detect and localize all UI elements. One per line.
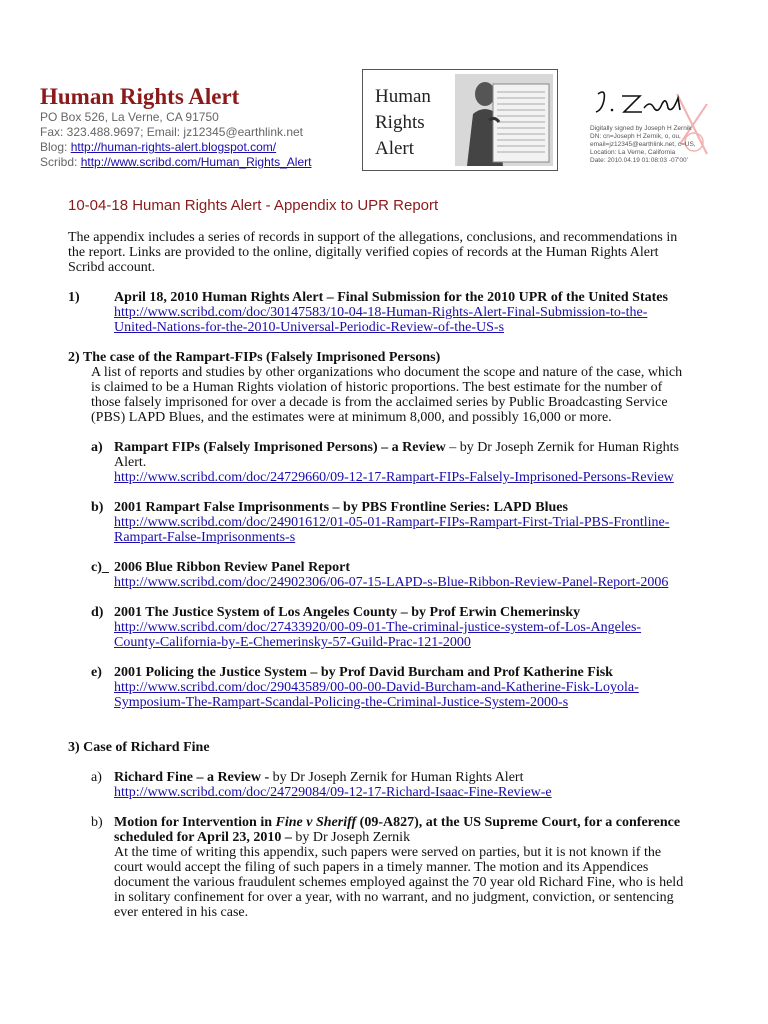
logo [362,69,558,171]
item-2-paragraph: is claimed to be a Human Rights violation of historic proportions. The best estimate for the number of [91,380,663,395]
item-3a-author: by Dr Joseph Zernik for Human Rights Alert [269,770,524,785]
item-2b-title: 2001 Rampart False Imprisonments – by PBS Frontline Series: LAPD Blues [114,500,568,515]
item-3b-heading [114,815,680,830]
item-1-link-cont[interactable]: United-Nations-for-the-2010-Universal-Periodic-Review-of-the-US-s [114,320,505,335]
item-2c-title: 2006 Blue Ribbon Review Panel Report [114,560,351,575]
logo-text [375,84,431,162]
item-2b-link-cont[interactable]: Rampart-False-Imprisonments-s [114,530,296,545]
document-title: 10-04-18 Human Rights Alert - Appendix to UPR Report [68,197,439,214]
item-3-heading: 3) Case of Richard Fine [68,740,210,755]
item-2-paragraph: those falsely imprisoned for over a decade is from the acclaimed series by Public Broadcasting Service [91,395,668,410]
item-2e-title: 2001 Policing the Justice System – by Prof David Burcham and Prof Katherine Fisk [114,665,613,680]
handwritten-signature-icon [592,84,692,120]
item-3b-paragraph: court would accept the filing of such papers in a timely manner. The motion and its Appendices [114,860,649,875]
blog-link[interactable]: http://human-rights-alert.blogspot.com/ [70,140,277,154]
blog-label: Blog: [40,140,68,154]
item-1-number: 1) [68,290,80,305]
item-3b-paragraph: ever entered in his case. [114,905,249,920]
item-2-paragraph: (PBS) LAPD Blues, and the estimates were at minimum 8,000, and possibly 16,000 or more. [91,410,612,425]
item-2-paragraph: A list of reports and studies by other organizations who document the scope and nature of the case, which [91,365,683,380]
item-2c-link[interactable]: http://www.scribd.com/doc/24902306/06-07-15-LAPD-s-Blue-Ribbon-Review-Panel-Report-2006 [114,575,669,590]
intro-line: the report. Links are provided to the online, digitally verified copies of records at the Human Rights Alert [68,245,659,260]
item-3b-date: scheduled for April 23, 2010 – [114,830,292,845]
signature-line: Location: La Verne, California [590,149,676,156]
org-contact: Fax: 323.488.9697; Email: jz12345@earthlink.net [40,125,304,139]
intro-line: Scribd account. [68,260,156,275]
item-2d-link-cont[interactable]: County-California-by-E-Chemerinsky-57-Guild-Prac-121-2000 [114,635,471,650]
scribd-link[interactable]: http://www.scribd.com/Human_Rights_Alert [80,155,312,169]
logo-line-1: Human [375,86,431,107]
item-3b-paragraph: document the various fraudulent schemes employed against the 70 year old Richard Fine, who is held [114,875,684,890]
item-2e-link[interactable]: http://www.scribd.com/doc/29043589/00-00-00-David-Burcham-and-Katherine-Fisk-Loyola- [114,680,639,695]
item-2d-link[interactable]: http://www.scribd.com/doc/27433920/00-09-01-The-criminal-justice-system-of-Los-Angeles- [114,620,642,635]
item-3b-author: by Dr Joseph Zernik [291,830,411,845]
item-3b-paragraph: At the time of writing this appendix, such papers were served on parties, but it is not known if the [114,845,662,860]
signature-line: Digitally signed by Joseph H Zernik [590,125,692,132]
item-2-heading: 2) The case of the Rampart-FIPs (Falsely Imprisoned Persons) [68,350,441,365]
logo-line-2: Rights [375,112,425,133]
org-title: Human Rights Alert [40,84,240,109]
signature-line: email=jz12345@earthlink.net, c=US, [590,141,696,148]
item-2d-label: d) [91,605,104,620]
item-3a-title: Richard Fine – a Review - [114,770,270,785]
org-scribd [40,155,311,169]
item-2b-link[interactable]: http://www.scribd.com/doc/24901612/01-05-01-Rampart-FIPs-Rampart-First-Trial-PBS-Frontline- [114,515,670,530]
item-3b-title-part: Motion for Intervention in [114,815,276,830]
item-2d-title: 2001 The Justice System of Los Angeles County – by Prof Erwin Chemerinsky [114,605,581,620]
item-2b-label: b) [91,500,104,515]
item-2a-label: a) [91,440,103,455]
scribd-label: Scribd: [40,155,78,169]
item-2a-author: – by Dr Joseph Zernik for Human Rights [445,440,679,455]
item-3a-heading [114,770,523,785]
item-3b-paragraph: in solitary confinement for over a year, with no warrant, and no judgment, conviction, or sentencing [114,890,674,905]
org-address: PO Box 526, La Verne, CA 91750 [40,110,219,124]
intro-line: The appendix includes a series of records in support of the allegations, conclusions, and recommendations in [68,230,678,245]
item-1-link[interactable]: http://www.scribd.com/doc/30147583/10-04-18-Human-Rights-Alert-Final-Submission-to-the- [114,305,648,320]
signature-details [590,125,740,165]
item-2a-title: Rampart FIPs (Falsely Imprisoned Persons) – a Review [114,440,446,455]
item-2e-label: e) [91,665,102,680]
item-2a-heading [114,440,679,455]
logo-line-3: Alert [375,138,415,159]
item-2c-label: c)_ [91,560,109,575]
item-3a-link[interactable]: http://www.scribd.com/doc/24729084/09-12-17-Richard-Isaac-Fine-Review-e [114,785,552,800]
item-1-title: April 18, 2010 Human Rights Alert – Final Submission for the 2010 UPR of the United States [114,290,668,305]
item-2a-cont: Alert. [114,455,147,470]
item-3b-case-name: Fine v Sheriff [275,815,357,830]
item-2e-link-cont[interactable]: Symposium-The-Rampart-Scandal-Policing-the-Criminal-Justice-System-2000-s [114,695,569,710]
org-blog [40,140,276,154]
item-3a-label: a) [91,770,102,785]
item-2a-link[interactable]: http://www.scribd.com/doc/24729660/09-12-17-Rampart-FIPs-Falsely-Imprisoned-Persons-Review [114,470,674,485]
item-3b-heading-cont [114,830,410,845]
item-3b-title-part: (09-A827), at the US Supreme Court, for a conference [356,815,681,830]
logo-photo-icon [455,74,553,166]
signature-line: Date: 2010.04.19 01:08:03 -07'00' [590,157,688,164]
signature-line: DN: cn=Joseph H Zernik, o, ou, [590,133,681,140]
item-3b-label: b) [91,815,103,830]
